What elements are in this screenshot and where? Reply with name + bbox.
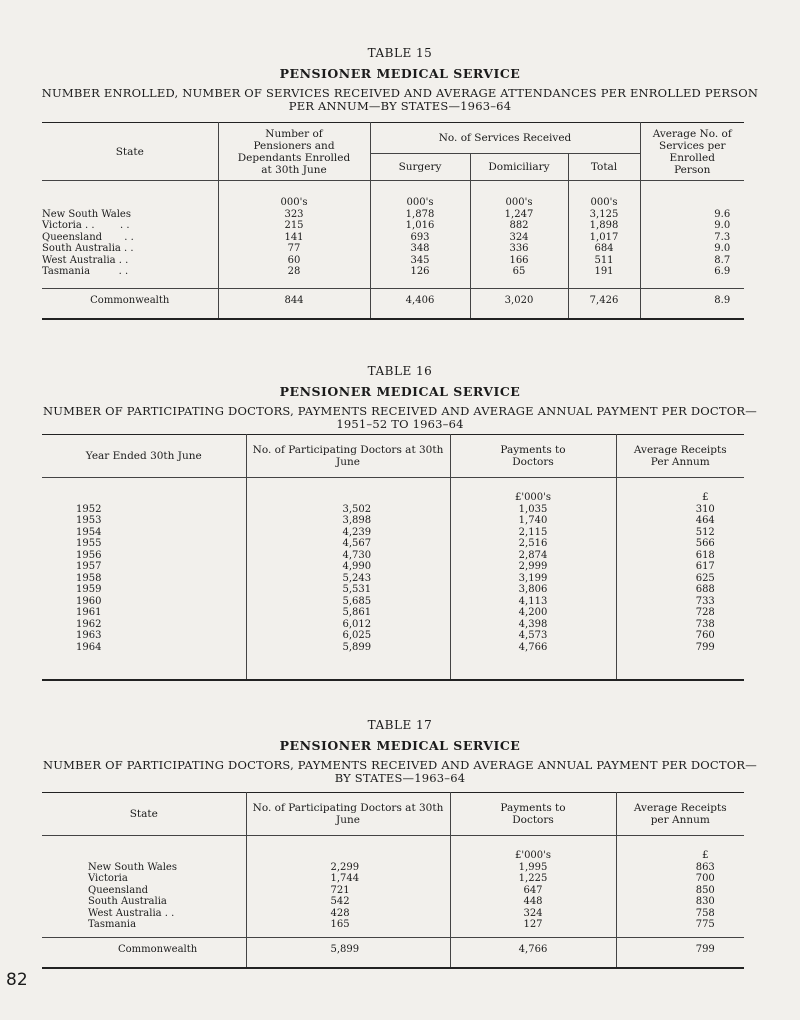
state-cell: Queensland (42, 885, 246, 897)
doctors-cell: 3,898 (246, 515, 450, 527)
table-15 (42, 122, 744, 320)
doctors-cell: 2,299 (246, 862, 450, 874)
payments-cell: 1,995 (450, 862, 616, 874)
average-cell: 9.0 (714, 243, 731, 254)
state-cell: New South Wales (42, 209, 218, 221)
year-cell: 1962 (42, 619, 246, 631)
table-row (42, 584, 744, 596)
table-row (42, 596, 744, 608)
payments-cell: 4,573 (450, 630, 616, 642)
table-row (42, 862, 744, 874)
doctors-cell: 5,899 (246, 937, 450, 968)
state-cell: South Australia . . (42, 243, 218, 255)
total-cell: 191 (568, 266, 640, 278)
table-title: PENSIONER MEDICAL SERVICE (279, 384, 521, 399)
doctors-cell: 4,567 (246, 538, 450, 550)
doctors-cell: 3,502 (246, 504, 450, 516)
unit-cell: £ (702, 850, 709, 861)
payments-cell: 324 (450, 908, 616, 920)
average-cell: 9.0 (714, 220, 731, 231)
surgery-cell: 348 (370, 243, 470, 255)
table-row (42, 504, 744, 516)
average-cell: 8.9 (640, 288, 744, 319)
table-number: TABLE 15 (367, 46, 433, 60)
doctors-cell: 6,025 (246, 630, 450, 642)
enrolled-cell: 215 (218, 220, 370, 232)
payments-cell: 3,806 (450, 584, 616, 596)
enrolled-cell: 60 (218, 255, 370, 267)
year-cell: 1963 (42, 630, 246, 642)
average-cell: 8.7 (714, 254, 731, 266)
average-cell: 464 (695, 515, 715, 526)
page-number: 82 (6, 970, 28, 990)
payments-cell: 1,035 (450, 504, 616, 516)
table-row (42, 220, 744, 232)
table-row (42, 232, 744, 244)
total-cell: 511 (568, 255, 640, 267)
total-cell: 3,125 (568, 209, 640, 221)
col-header-payments: Payments to Doctors (450, 793, 616, 836)
table-row (42, 642, 744, 681)
doctors-cell: 542 (246, 896, 450, 908)
table-title: PENSIONER MEDICAL SERVICE (279, 66, 521, 81)
units-row (42, 181, 744, 209)
doctors-cell: 4,990 (246, 561, 450, 573)
total-cell: 1,898 (568, 220, 640, 232)
table-row (42, 919, 744, 931)
payments-cell: 647 (450, 885, 616, 897)
average-cell: 9.6 (714, 208, 731, 220)
doctors-cell: 4,730 (246, 550, 450, 562)
average-cell: 617 (695, 561, 715, 572)
table-number: TABLE 16 (367, 364, 433, 378)
doctors-cell: 721 (246, 885, 450, 897)
domiciliary-cell: 882 (470, 220, 568, 232)
unit-cell: 000's (218, 181, 370, 209)
payments-cell: 1,225 (450, 873, 616, 885)
year-cell: 1953 (42, 515, 246, 527)
year-cell: 1961 (42, 607, 246, 619)
doctors-cell: 6,012 (246, 619, 450, 631)
table-row (42, 527, 744, 539)
col-header-doctors: No. of Participating Doctors at 30th June (246, 435, 450, 478)
table-subtitle: NUMBER OF PARTICIPATING DOCTORS, PAYMENTS RECEIVED AND AVERAGE ANNUAL PAYMENT PER DOCTOR—1951–52 TO 1963–64 (43, 404, 757, 431)
spacer-cell (42, 278, 218, 289)
average-cell: 863 (695, 861, 715, 873)
payments-cell: 2,874 (450, 550, 616, 562)
unit-cell: 000's (370, 181, 470, 209)
table-row (42, 561, 744, 573)
state-cell: Commonwealth (42, 288, 218, 319)
total-cell: 684 (568, 243, 640, 255)
col-header-total: Total (568, 154, 640, 181)
payments-cell: 4,398 (450, 619, 616, 631)
table-row (42, 243, 744, 255)
table-title: PENSIONER MEDICAL SERVICE (279, 738, 521, 753)
total-cell: 7,426 (568, 288, 640, 319)
surgery-cell: 693 (370, 232, 470, 244)
col-header-surgery: Surgery (370, 154, 470, 181)
table-row (42, 908, 744, 920)
spacer-cell (568, 278, 640, 289)
average-cell: 830 (695, 896, 715, 907)
col-header-average: Average Receipts per Annum (616, 793, 744, 836)
table-16-heading (0, 364, 800, 431)
table-row (42, 885, 744, 897)
state-cell: Victoria (42, 873, 246, 885)
surgery-cell: 126 (370, 266, 470, 278)
unit-cell: 000's (568, 181, 640, 209)
year-cell: 1955 (42, 538, 246, 550)
average-cell: 688 (695, 584, 715, 595)
spacer-cell (370, 278, 470, 289)
table-subtitle: NUMBER OF PARTICIPATING DOCTORS, PAYMENTS RECEIVED AND AVERAGE ANNUAL PAYMENT PER DOCTOR—BY STATES—1963–64 (43, 758, 757, 785)
table-row (42, 607, 744, 619)
payments-cell: 1,740 (450, 515, 616, 527)
col-header-enrolled: Number of Pensioners and Dependants Enrolled at 30th June (218, 123, 370, 181)
average-cell: 738 (695, 618, 715, 630)
average-cell: 625 (695, 572, 715, 584)
doctors-cell: 4,239 (246, 527, 450, 539)
domiciliary-cell: 3,020 (470, 288, 568, 319)
unit-cell: £'000's (450, 836, 616, 862)
year-cell: 1956 (42, 550, 246, 562)
domiciliary-cell: 324 (470, 232, 568, 244)
table-15-heading (0, 46, 800, 113)
table-row (42, 573, 744, 585)
year-cell: 1958 (42, 573, 246, 585)
col-header-average: Average Receipts Per Annum (616, 435, 744, 478)
average-cell: 775 (695, 919, 715, 930)
enrolled-cell: 141 (218, 232, 370, 244)
unit-cell: £'000's (450, 478, 616, 504)
enrolled-cell: 77 (218, 243, 370, 255)
table-row (42, 630, 744, 642)
average-cell: 566 (695, 538, 715, 549)
table-row (42, 538, 744, 550)
doctors-cell: 5,861 (246, 607, 450, 619)
table-17 (42, 792, 744, 969)
table-row (42, 209, 744, 221)
payments-cell: 4,766 (450, 642, 616, 681)
unit-cell: 000's (470, 181, 568, 209)
table-subtitle: NUMBER ENROLLED, NUMBER OF SERVICES RECEIVED AND AVERAGE ATTENDANCES PER ENROLLED PERSON PER ANNUM—BY STATES—1963–64 (41, 86, 759, 113)
state-cell: New South Wales (42, 862, 246, 874)
doctors-cell: 5,531 (246, 584, 450, 596)
year-cell: 1957 (42, 561, 246, 573)
col-header-state: State (42, 123, 218, 181)
table-row (42, 550, 744, 562)
domiciliary-cell: 336 (470, 243, 568, 255)
average-cell: 758 (695, 907, 715, 919)
state-cell: South Australia (42, 896, 246, 908)
surgery-cell: 345 (370, 255, 470, 267)
state-cell: West Australia . . (42, 908, 246, 920)
col-header-year: Year Ended 30th June (42, 435, 246, 478)
average-cell: 799 (695, 641, 715, 653)
payments-cell: 2,516 (450, 538, 616, 550)
surgery-cell: 1,878 (370, 209, 470, 221)
table-row (42, 896, 744, 908)
average-cell: 310 (695, 503, 715, 515)
enrolled-cell: 844 (218, 288, 370, 319)
spacer-cell (640, 278, 744, 289)
col-header-average: Average No. of Services per Enrolled Person (640, 123, 744, 181)
doctors-cell: 165 (246, 919, 450, 931)
average-cell: 618 (695, 549, 715, 561)
col-header-doctors: No. of Participating Doctors at 30th June (246, 793, 450, 836)
table-row (42, 266, 744, 278)
payments-cell: 2,115 (450, 527, 616, 539)
spacer-row (42, 278, 744, 289)
units-row (42, 478, 744, 504)
average-cell: 700 (695, 873, 715, 884)
col-header-payments: Payments to Doctors (450, 435, 616, 478)
average-cell: 7.3 (714, 231, 731, 243)
total-cell: 1,017 (568, 232, 640, 244)
year-cell: 1952 (42, 504, 246, 516)
table-row (42, 515, 744, 527)
table-17-heading (0, 718, 800, 785)
payments-cell: 4,766 (450, 937, 616, 968)
table-row (42, 619, 744, 631)
doctors-cell: 5,243 (246, 573, 450, 585)
payments-cell: 3,199 (450, 573, 616, 585)
spacer-cell (218, 278, 370, 289)
unit-cell: £ (702, 492, 709, 503)
table-16 (42, 434, 744, 681)
col-header-domiciliary: Domiciliary (470, 154, 568, 181)
col-header-services: No. of Services Received (370, 123, 640, 154)
state-cell: Commonwealth (42, 937, 246, 968)
total-row (42, 937, 744, 968)
col-header-state: State (42, 793, 246, 836)
table-row (42, 873, 744, 885)
payments-cell: 127 (450, 919, 616, 931)
payments-cell: 2,999 (450, 561, 616, 573)
average-cell: 512 (695, 526, 715, 538)
state-cell: Tasmania (42, 919, 246, 931)
average-cell: 728 (695, 607, 715, 618)
state-cell: Victoria . . . . (42, 220, 218, 232)
state-cell: Queensland . . (42, 232, 218, 244)
doctors-cell: 1,744 (246, 873, 450, 885)
year-cell: 1954 (42, 527, 246, 539)
year-cell: 1960 (42, 596, 246, 608)
average-cell: 799 (616, 937, 744, 968)
domiciliary-cell: 166 (470, 255, 568, 267)
domiciliary-cell: 1,247 (470, 209, 568, 221)
doctors-cell: 5,685 (246, 596, 450, 608)
year-cell: 1959 (42, 584, 246, 596)
average-cell: 733 (695, 595, 715, 607)
payments-cell: 448 (450, 896, 616, 908)
doctors-cell: 428 (246, 908, 450, 920)
state-cell: West Australia . . (42, 255, 218, 267)
payments-cell: 4,200 (450, 607, 616, 619)
average-cell: 850 (695, 884, 715, 896)
doctors-cell: 5,899 (246, 642, 450, 681)
domiciliary-cell: 65 (470, 266, 568, 278)
payments-cell: 4,113 (450, 596, 616, 608)
units-row (42, 836, 744, 862)
enrolled-cell: 28 (218, 266, 370, 278)
enrolled-cell: 323 (218, 209, 370, 221)
surgery-cell: 4,406 (370, 288, 470, 319)
surgery-cell: 1,016 (370, 220, 470, 232)
table-row (42, 255, 744, 267)
total-row (42, 288, 744, 319)
year-cell: 1964 (42, 642, 246, 681)
average-cell: 6.9 (714, 266, 731, 277)
table-number: TABLE 17 (367, 718, 433, 732)
spacer-cell (470, 278, 568, 289)
average-cell: 760 (695, 630, 715, 641)
state-cell: Tasmania . . (42, 266, 218, 278)
